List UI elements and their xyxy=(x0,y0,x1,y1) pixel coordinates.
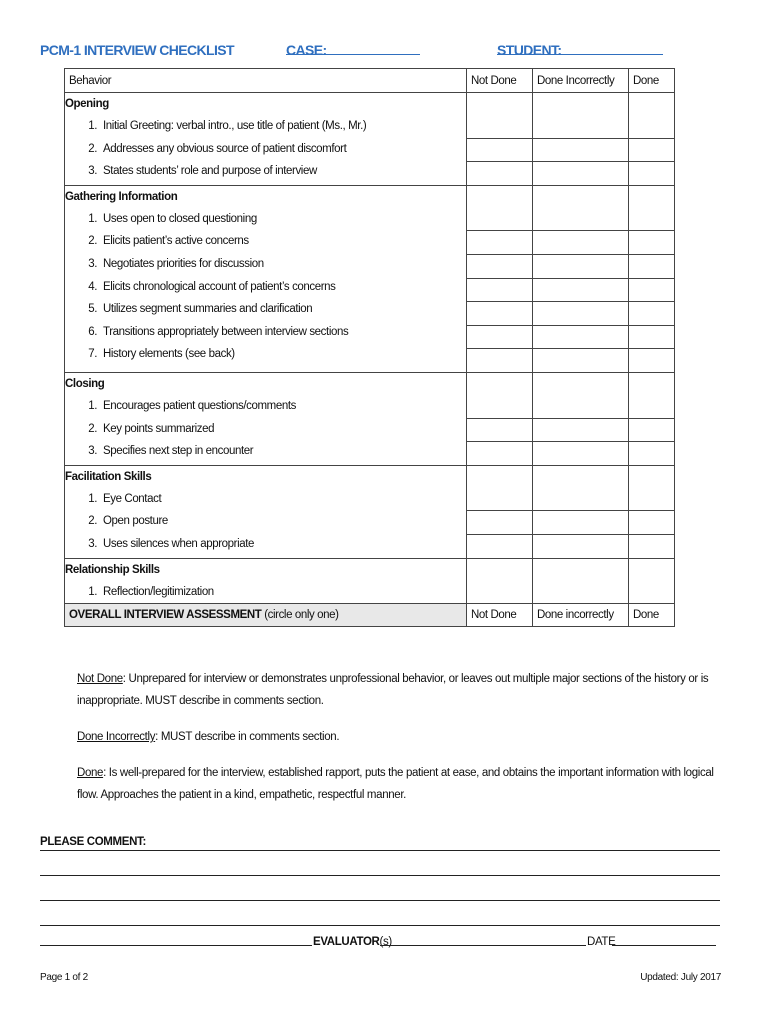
item-text: Specifies next step in encounter xyxy=(103,445,254,458)
case-blank[interactable] xyxy=(286,42,420,55)
checklist-item xyxy=(65,395,466,418)
student-label: STUDENT: xyxy=(497,42,562,58)
rating-column-done-incorrectly xyxy=(533,93,629,186)
rating-cell-done-incorrectly[interactable] xyxy=(533,535,628,558)
overall-assessment-label: OVERALL INTERVIEW ASSESSMENT xyxy=(69,609,262,622)
section-row xyxy=(65,558,675,604)
checklist-item xyxy=(65,276,466,299)
item-text: Addresses any obvious source of patient discomfort xyxy=(103,142,347,155)
rating-column-done-incorrectly xyxy=(533,372,629,465)
rating-cell-done[interactable] xyxy=(629,139,674,163)
column-header-done-incorrectly: Done Incorrectly xyxy=(533,69,629,93)
item-text: History elements (see back) xyxy=(103,348,235,361)
form-title: PCM-1 INTERVIEW CHECKLIST xyxy=(40,42,234,58)
updated-date: Updated: July 2017 xyxy=(640,972,721,983)
form-header xyxy=(40,42,730,66)
rating-cell-not-done[interactable] xyxy=(467,302,532,326)
rating-cell-done-incorrectly[interactable] xyxy=(533,231,628,255)
checklist-item xyxy=(65,510,466,533)
rating-cell-not-done[interactable] xyxy=(467,442,532,465)
section-behavior-cell xyxy=(65,558,467,604)
rating-cell-done-incorrectly[interactable] xyxy=(533,302,628,326)
comments-section xyxy=(40,826,720,950)
rating-column-done-incorrectly xyxy=(533,185,629,372)
rating-cell-done-incorrectly[interactable] xyxy=(533,466,628,512)
rating-cell-not-done[interactable] xyxy=(467,511,532,535)
rating-cell-done-incorrectly[interactable] xyxy=(533,419,628,443)
item-number: 2. xyxy=(88,235,97,248)
checklist-item xyxy=(65,533,466,556)
definition-text: : Is well-prepared for the interview, established rapport, puts the patient at ease, and obtains the important information with logical flow. Approaches the patient in a kind, empathetic, respectful manner. xyxy=(77,767,714,801)
section-row xyxy=(65,372,675,465)
item-text: Uses open to closed questioning xyxy=(103,212,257,225)
item-text: Uses silences when appropriate xyxy=(103,537,255,550)
item-text: Negotiates priorities for discussion xyxy=(103,257,264,270)
checklist-item xyxy=(65,138,466,161)
definition-term: Not Done xyxy=(77,673,123,685)
comment-label: PLEASE COMMENT: xyxy=(40,836,146,848)
rating-cell-done-incorrectly[interactable] xyxy=(533,326,628,350)
rating-cell-done[interactable] xyxy=(629,93,674,139)
case-label: CASE: xyxy=(286,42,327,58)
overall-assessment-row xyxy=(65,604,675,627)
checklist-item xyxy=(65,208,466,231)
section-behavior-cell xyxy=(65,372,467,465)
item-text: Elicits chronological account of patient’s concerns xyxy=(103,280,336,293)
rating-cell-done[interactable] xyxy=(629,535,674,558)
rating-cell-done[interactable] xyxy=(629,419,674,443)
checklist-item xyxy=(65,253,466,276)
date-blank[interactable] xyxy=(612,944,716,946)
comment-line[interactable] xyxy=(40,826,720,851)
section-behavior-cell xyxy=(65,465,467,558)
checklist-item xyxy=(65,418,466,441)
overall-option-not-done[interactable]: Not Done xyxy=(467,604,533,627)
rating-cell-done[interactable] xyxy=(629,255,674,279)
definitions xyxy=(77,668,717,820)
rating-column-done-incorrectly xyxy=(533,558,629,604)
overall-option-done[interactable]: Done xyxy=(629,604,675,627)
definition-term: Done Incorrectly xyxy=(77,731,156,743)
rating-cell-done-incorrectly[interactable] xyxy=(533,279,628,303)
rating-cell-done-incorrectly[interactable] xyxy=(533,373,628,419)
rating-cell-not-done[interactable] xyxy=(467,279,532,303)
item-text: Key points summarized xyxy=(103,422,215,435)
rating-cell-not-done[interactable] xyxy=(467,349,532,372)
item-number: 4. xyxy=(88,280,97,293)
rating-column-not-done xyxy=(467,558,533,604)
item-text: Open posture xyxy=(103,515,168,528)
rating-cell-done[interactable] xyxy=(629,466,674,512)
rating-cell-done[interactable] xyxy=(629,349,674,372)
section-title: Gathering Information xyxy=(65,190,178,203)
table-header-row xyxy=(65,69,675,93)
item-number: 1. xyxy=(88,120,97,132)
item-text: Utilizes segment summaries and clarification xyxy=(103,303,313,316)
checklist-item xyxy=(65,488,466,511)
column-header-done: Done xyxy=(629,69,675,93)
rating-cell-not-done[interactable] xyxy=(467,93,532,139)
overall-assessment-label-cell xyxy=(65,604,467,627)
date-label: DATE xyxy=(587,936,616,948)
item-number: 2. xyxy=(88,515,97,528)
column-header-not-done: Not Done xyxy=(467,69,533,93)
rating-cell-done-incorrectly[interactable] xyxy=(533,186,628,232)
item-text: Reflection/legitimization xyxy=(103,585,214,598)
rating-cell-done[interactable] xyxy=(629,373,674,419)
checklist-item xyxy=(65,160,466,183)
rating-cell-done[interactable] xyxy=(629,186,674,232)
rating-cell-done[interactable] xyxy=(629,162,674,185)
rating-cell-not-done[interactable] xyxy=(467,326,532,350)
rating-column-not-done xyxy=(467,372,533,465)
definition-done xyxy=(77,762,717,806)
section-title: Opening xyxy=(65,98,109,110)
rating-cell-not-done[interactable] xyxy=(467,139,532,163)
rating-column-done-incorrectly xyxy=(533,465,629,558)
section-behavior-cell xyxy=(65,185,467,372)
rating-cell-done[interactable] xyxy=(629,231,674,255)
section-title: Facilitation Skills xyxy=(65,470,152,483)
rating-cell-done-incorrectly[interactable] xyxy=(533,255,628,279)
item-text: Encourages patient questions/comments xyxy=(103,399,296,412)
item-text: Transitions appropriately between interview sections xyxy=(103,325,349,338)
rating-cell-not-done[interactable] xyxy=(467,162,532,185)
comment-line[interactable] xyxy=(40,851,720,876)
section-behavior-cell xyxy=(65,93,467,186)
checklist-item xyxy=(65,581,466,604)
item-text: Elicits patient’s active concerns xyxy=(103,235,249,248)
evaluator-blank[interactable] xyxy=(380,944,586,946)
checklist-item xyxy=(65,230,466,253)
rating-cell-not-done[interactable] xyxy=(467,255,532,279)
item-number: 3. xyxy=(88,445,97,458)
item-number: 6. xyxy=(88,325,97,338)
overall-option-done-incorrectly[interactable]: Done incorrectly xyxy=(533,604,629,627)
item-number: 1. xyxy=(88,585,97,598)
rating-cell-done[interactable] xyxy=(629,326,674,350)
rating-cell-not-done[interactable] xyxy=(467,373,532,419)
evaluator-suffix: (s) xyxy=(379,936,392,948)
item-text: Initial Greeting: verbal intro., use title of patient (Ms., Mr.) xyxy=(103,120,367,132)
rating-cell-done-incorrectly[interactable] xyxy=(533,559,628,604)
overall-assessment-note: (circle only one) xyxy=(264,609,339,622)
rating-cell-not-done[interactable] xyxy=(467,535,532,558)
item-number: 3. xyxy=(88,165,97,178)
section-row xyxy=(65,185,675,372)
rating-cell-done-incorrectly[interactable] xyxy=(533,349,628,372)
item-number: 1. xyxy=(88,492,97,505)
item-number: 1. xyxy=(88,212,97,225)
checklist-item xyxy=(65,115,466,138)
item-number: 3. xyxy=(88,537,97,550)
checklist-item xyxy=(65,321,466,344)
rating-column-done xyxy=(629,93,675,186)
rating-cell-done-incorrectly[interactable] xyxy=(533,93,628,139)
rating-cell-not-done[interactable] xyxy=(467,186,532,232)
rating-column-done xyxy=(629,558,675,604)
rating-cell-done-incorrectly[interactable] xyxy=(533,162,628,185)
section-title: Closing xyxy=(65,377,105,390)
rating-cell-done-incorrectly[interactable] xyxy=(533,442,628,465)
item-number: 5. xyxy=(88,303,97,316)
rating-cell-done-incorrectly[interactable] xyxy=(533,511,628,535)
rating-cell-not-done[interactable] xyxy=(467,466,532,512)
rating-cell-done[interactable] xyxy=(629,302,674,326)
item-number: 1. xyxy=(88,399,97,412)
rating-cell-not-done[interactable] xyxy=(467,419,532,443)
rating-cell-done[interactable] xyxy=(629,442,674,465)
item-number: 2. xyxy=(88,422,97,435)
interview-checklist-table xyxy=(64,68,675,627)
item-text: Eye Contact xyxy=(103,492,162,505)
definition-text: : Unprepared for interview or demonstrates unprofessional behavior, or leaves out multiple major sections of the history or is inappropriate. MUST describe in comments section. xyxy=(77,673,709,707)
section-row xyxy=(65,465,675,558)
evaluator-label: EVALUATOR xyxy=(313,936,380,948)
rating-cell-done[interactable] xyxy=(629,559,674,604)
item-number: 3. xyxy=(88,257,97,270)
rating-column-done xyxy=(629,372,675,465)
column-header-behavior: Behavior xyxy=(65,69,467,93)
comment-line[interactable] xyxy=(40,876,720,901)
comment-line[interactable] xyxy=(40,901,720,926)
rating-cell-not-done[interactable] xyxy=(467,559,532,604)
item-text: States students’ role and purpose of interview xyxy=(103,165,317,178)
rating-cell-not-done[interactable] xyxy=(467,231,532,255)
rating-column-not-done xyxy=(467,93,533,186)
evaluator-blank-left[interactable] xyxy=(40,944,312,946)
item-number: 2. xyxy=(88,142,97,155)
rating-column-done xyxy=(629,185,675,372)
definition-done-incorrectly xyxy=(77,726,717,748)
definition-text: : MUST describe in comments section. xyxy=(155,731,340,743)
checklist-item xyxy=(65,343,466,366)
rating-column-done xyxy=(629,465,675,558)
student-blank[interactable] xyxy=(497,42,663,55)
section-row xyxy=(65,93,675,186)
rating-column-not-done xyxy=(467,185,533,372)
rating-cell-done[interactable] xyxy=(629,279,674,303)
rating-cell-done-incorrectly[interactable] xyxy=(533,139,628,163)
item-number: 7. xyxy=(88,348,97,361)
signature-row xyxy=(40,926,720,950)
definition-not-done xyxy=(77,668,717,712)
checklist-item xyxy=(65,440,466,463)
rating-cell-done[interactable] xyxy=(629,511,674,535)
evaluator-label-group xyxy=(313,936,392,948)
rating-column-not-done xyxy=(467,465,533,558)
checklist-item xyxy=(65,298,466,321)
definition-term: Done xyxy=(77,767,104,779)
page-number: Page 1 of 2 xyxy=(40,972,88,983)
section-title: Relationship Skills xyxy=(65,563,160,576)
